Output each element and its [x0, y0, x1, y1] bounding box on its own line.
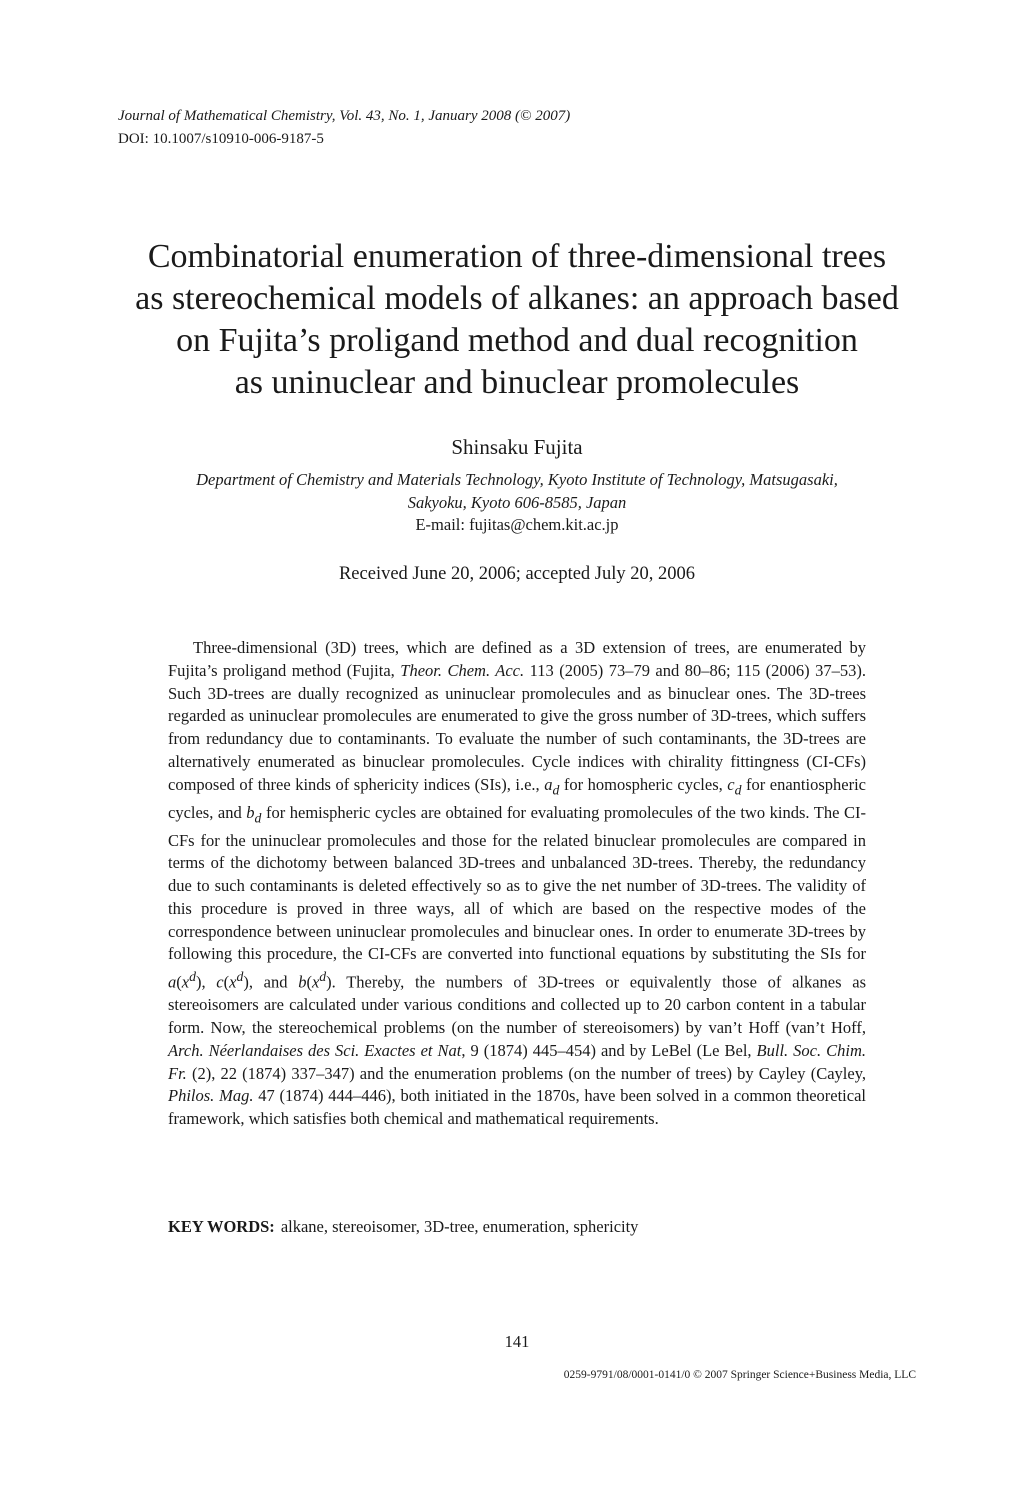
- citation-journal: Arch. Néerlandaises des Sci. Exactes et Nat: [168, 1040, 462, 1060]
- copyright-line: 0259-9791/08/0001-0141/0 © 2007 Springer Science+Business Media, LLC: [563, 1369, 916, 1381]
- abstract: Three-dimensional (3D) trees, which are defined as a 3D extension of trees, are enumerated by Fujita’s proligand method (Fujita, Theor. Chem. Acc. 113 (2005) 73–79 and 80–86; 115 (2006) 37–53). Such 3D-trees are dually recognized as uninuclear promolecules and as binuclear ones. The 3D-trees regarded as uninuclear promolecules are enumerated to give the gross number of 3D-trees, which suffers from redundancy due to contaminants. To evaluate the number of such contaminants, the 3D-trees are alternatively enumerated as binuclear promolecules. Cycle indices with chirality fittingness (CI-CFs) composed of three kinds of sphericity indices (SIs), i.e., $a_d$ for homospheric cycles, $c_d$ for enantiospheric cycles, and $b_d$ for hemispheric cycles are obtained for evaluating promolecules of the two kinds. The CI-CFs for the uninuclear promolecules and those for the related binuclear promolecules are compared in terms of the dichotomy between balanced 3D-trees and unbalanced 3D-trees. Thereby, the redundancy due to such contaminants is deleted effectively so as to give the net number of 3D-trees. The validity of this procedure is proved in three ways, all of which are based on the respective modes of the correspondence between uninuclear promolecules and binuclear ones. In order to enumerate 3D-trees by following this procedure, the CI-CFs are converted into functional equations by substituting the SIs for $a(x^d)$, $c(x^d)$, and $b(x^d)$. Thereby, the numbers of 3D-trees or equivalently those of alkanes as stereoisomers are calculated under various conditions and collected up to 20 carbon content in a tabular form. Now, the stereochemical problems (on the number of stereoisomers) by van’t Hoff (van’t Hoff, Arch. Néerlandaises des Sci. Exactes et Nat, 9 (1874) 445–454) and by LeBel (Le Bel, Bull. Soc. Chim. Fr. (2), 22 (1874) 337–347) and the enumeration problems (on the number of trees) by Cayley (Cayley, Philos. Mag. 47 (1874) 444–446), both initiated in the 1870s, have been solved in a common theoretical framework, which satisfies both chemical and mathematical requirements.: [168, 638, 867, 1129]
- paper-title: [100, 236, 934, 404]
- citation-journal: Theor. Chem. Acc.: [400, 660, 525, 680]
- citation-journal: Philos. Mag.: [168, 1086, 254, 1106]
- affiliation-line: Sakyoku, Kyoto 606-8585, Japan: [407, 493, 627, 512]
- author-email: E-mail: fujitas@chem.kit.ac.jp: [415, 515, 619, 534]
- keywords: [168, 1216, 638, 1238]
- affiliation: [100, 468, 934, 514]
- title-line: on Fujita’s proligand method and dual recognition: [176, 322, 858, 359]
- doi: DOI: 10.1007/s10910-006-9187-5: [118, 131, 324, 147]
- keywords-label: KEY WORDS:: [168, 1217, 275, 1236]
- title-line: Combinatorial enumeration of three-dimensional trees: [147, 238, 887, 275]
- title-line: as uninuclear and binuclear promolecules: [234, 364, 800, 401]
- author-name: Shinsaku Fujita: [451, 435, 583, 459]
- title-line: as stereochemical models of alkanes: an approach based: [135, 280, 899, 317]
- received-dates: Received June 20, 2006; accepted July 20, 2006: [338, 564, 696, 584]
- citation-journal: Bull. Soc. Chim. Fr.: [168, 1040, 867, 1083]
- journal-citation: Journal of Mathematical Chemistry, Vol. 43, No. 1, January 2008 (© 2007): [118, 108, 571, 124]
- affiliation-line: Department of Chemistry and Materials Technology, Kyoto Institute of Technology, Matsugasaki,: [196, 470, 838, 489]
- page-number: 141: [504, 1332, 530, 1351]
- keywords-text: alkane, stereoisomer, 3D-tree, enumeration, sphericity: [280, 1217, 639, 1236]
